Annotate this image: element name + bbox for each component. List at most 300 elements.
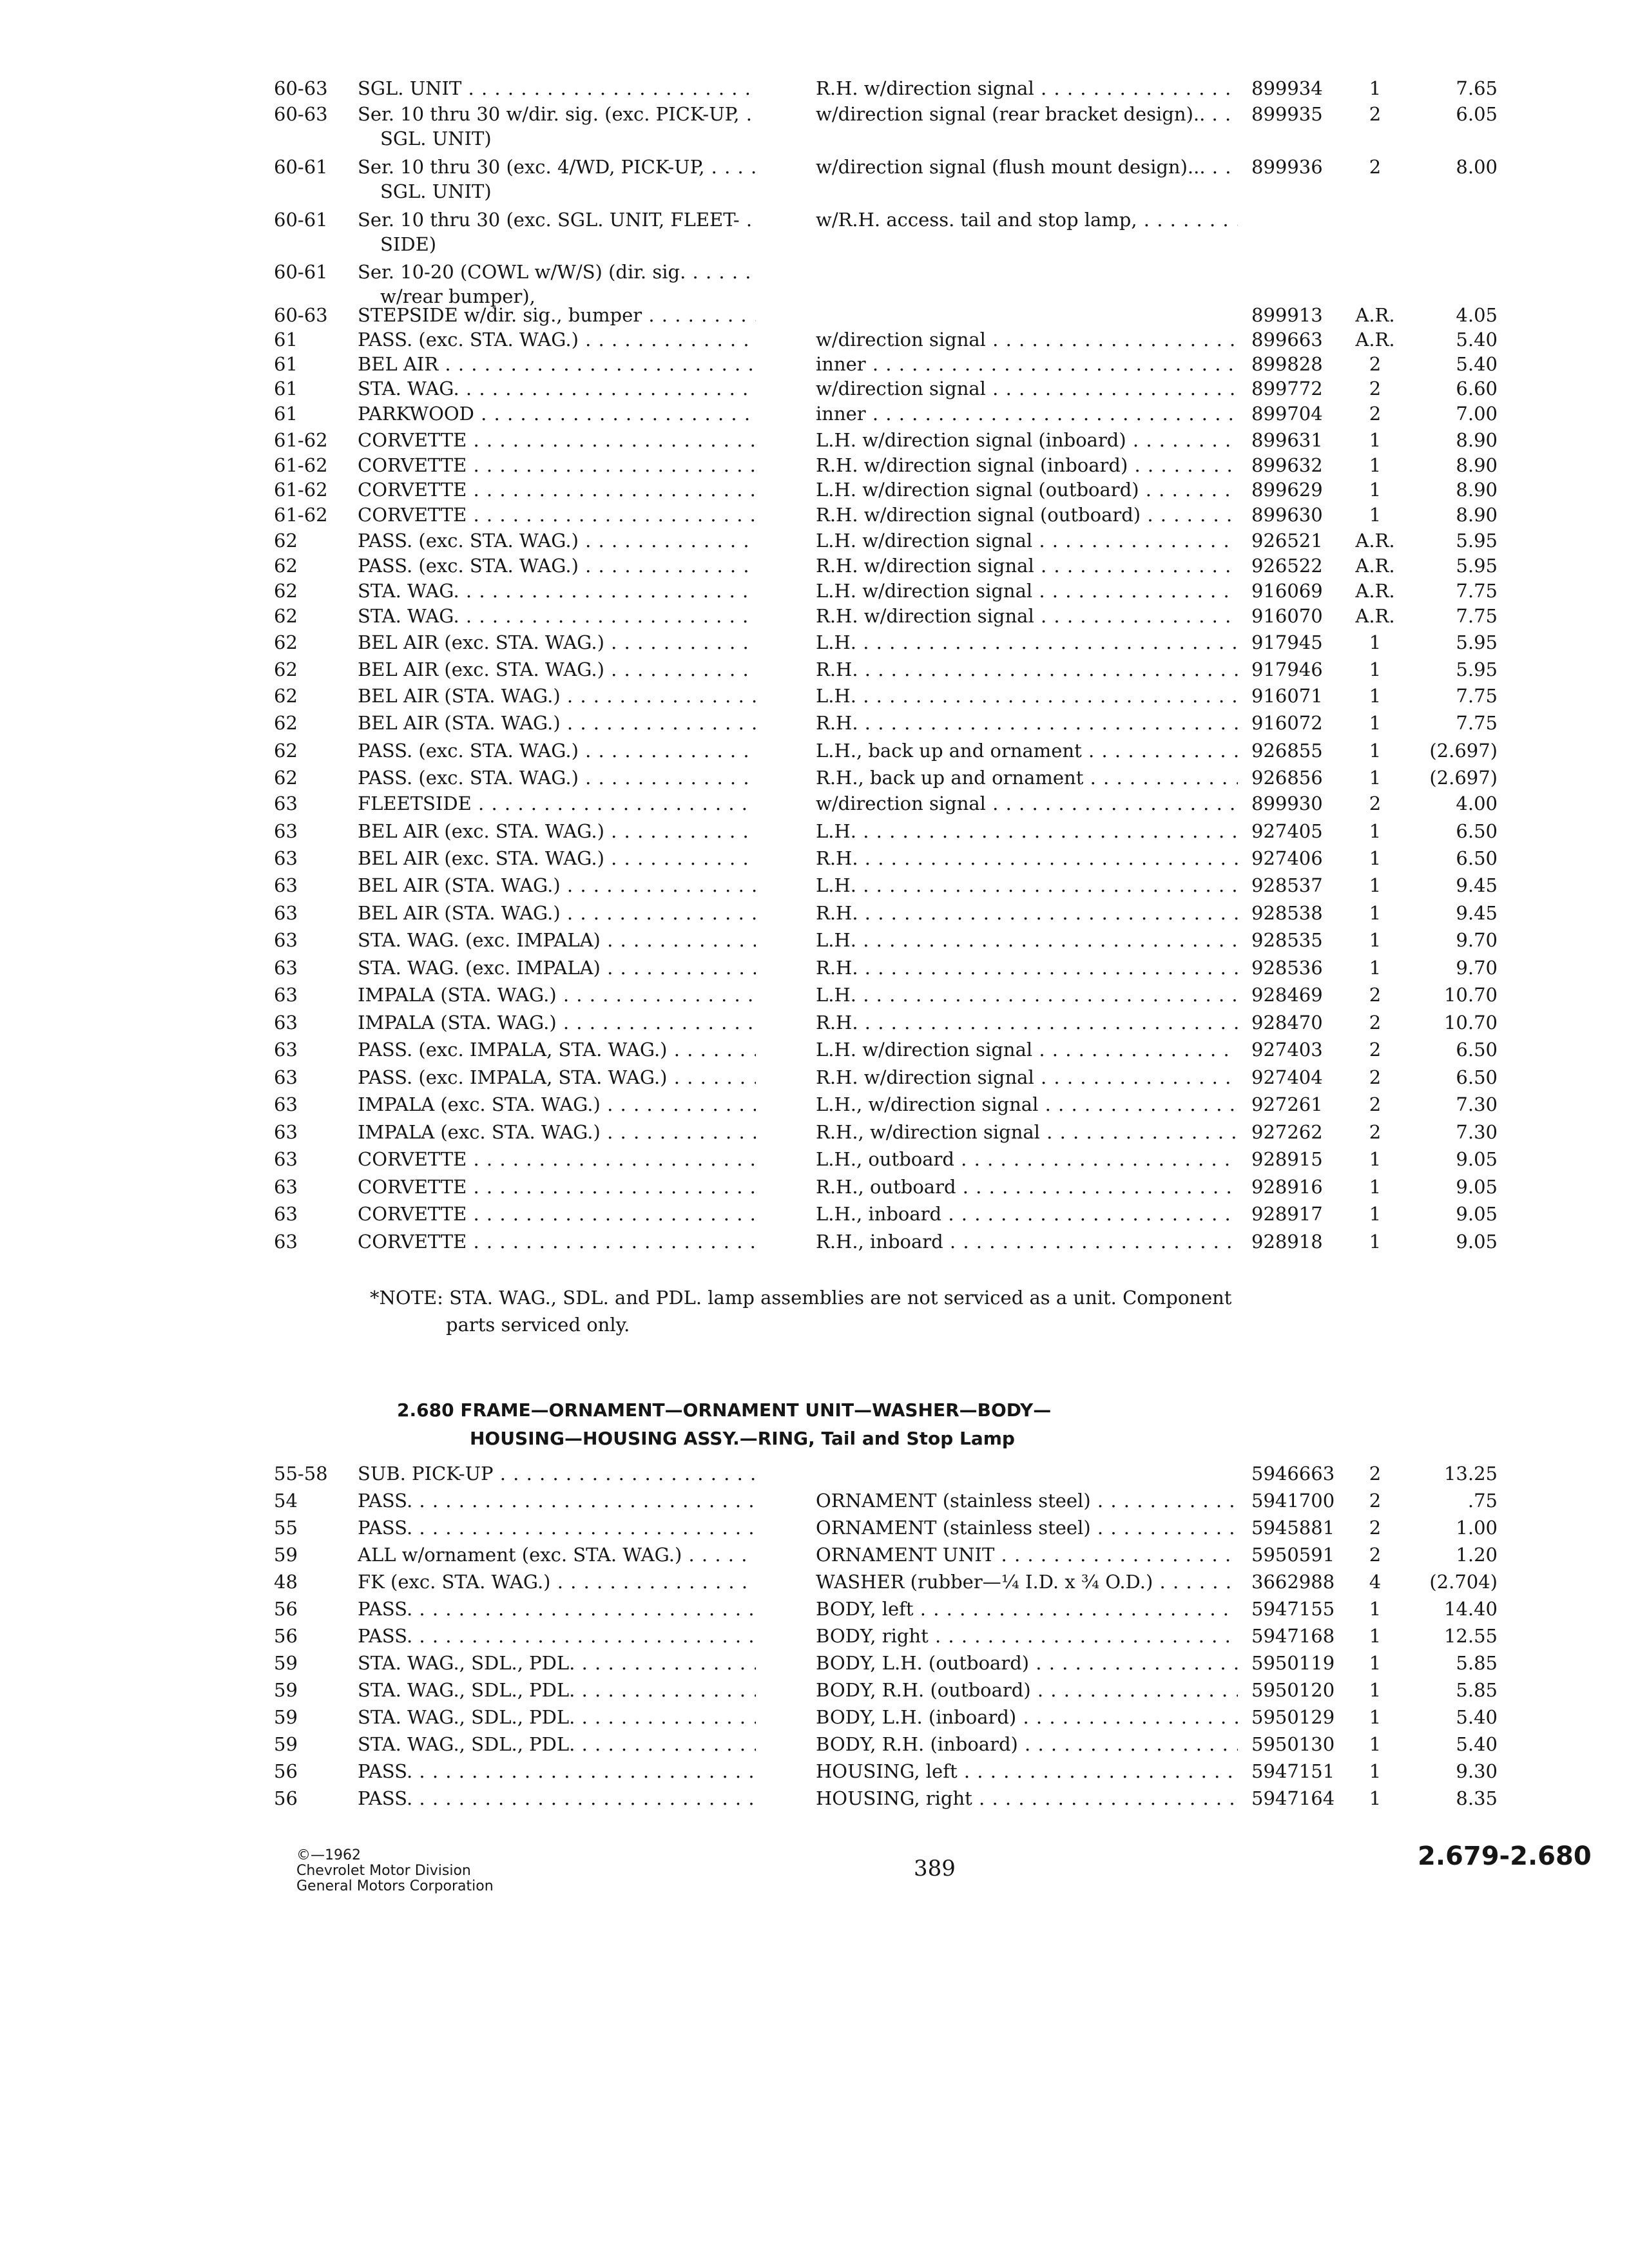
part-specification: R.H. . . . [816,658,1238,680]
model-description: PARKWOOD . . . [358,403,756,425]
model-description: PASS. (exc. STA. WAG.) . . . [358,740,756,762]
model-description: PASS. (exc. STA. WAG.) . . . [358,329,756,351]
parts-row [0,1231,1629,1256]
quantity: 1 [1369,820,1382,842]
model-years: 59 [274,1733,298,1755]
parts-row [0,820,1629,846]
footnote-line: parts serviced only. [446,1314,630,1336]
part-number: 899913 [1251,304,1323,326]
part-number: 899930 [1251,793,1323,814]
model-description: CORVETTE . . . [358,454,756,476]
parts-row [0,631,1629,657]
part-number: 926856 [1251,767,1323,789]
quantity: 1 [1369,429,1382,451]
model-description: STA. WAG., SDL., PDL. . . . [358,1679,756,1701]
list-price: 7.65 [1456,77,1498,99]
parts-row [0,1679,1629,1705]
model-description: PASS. . . . [358,1625,756,1647]
section-reference: 2.679-2.680 [1418,1841,1592,1871]
quantity: 1 [1369,957,1382,979]
model-years: 63 [274,1148,298,1170]
model-description: IMPALA (STA. WAG.) . . . [358,1012,756,1033]
parts-row [0,605,1629,631]
model-years: 62 [274,555,298,577]
parts-row [0,1148,1629,1174]
part-number: 5950119 [1251,1652,1335,1674]
quantity: 2 [1369,1066,1382,1088]
part-specification: L.H. . . . [816,631,1238,653]
part-specification: R.H. . . . [816,712,1238,734]
part-number: 927406 [1251,847,1323,869]
part-number: 928538 [1251,902,1323,924]
list-price: 5.40 [1456,1733,1498,1755]
model-years: 62 [274,580,298,602]
part-number: 928917 [1251,1203,1323,1225]
parts-row [0,767,1629,793]
section-heading-line: 2.680 FRAME—ORNAMENT—ORNAMENT UNIT—WASHER—BODY— [397,1399,1052,1421]
list-price: 5.40 [1456,353,1498,375]
parts-row [0,793,1629,818]
model-description: Ser. 10-20 (COWL w/W/S) (dir. sig. . . . [358,261,756,283]
model-description: PASS. (exc. STA. WAG.) . . . [358,767,756,789]
parts-row [0,1517,1629,1542]
part-specification: ORNAMENT (stainless steel) . . . [816,1517,1238,1539]
model-description: PASS. . . . [358,1760,756,1782]
model-description: ALL w/ornament (exc. STA. WAG.) . . . [358,1544,756,1566]
quantity: A.R. [1355,555,1395,577]
model-years: 61 [274,329,298,351]
part-specification: R.H., outboard . . . [816,1176,1238,1198]
part-specification: R.H. w/direction signal (outboard) . . . [816,504,1238,526]
quantity: 1 [1369,874,1382,896]
part-number: 926521 [1251,530,1323,552]
parts-row [0,1760,1629,1786]
model-years: 56 [274,1625,298,1647]
model-description: STA. WAG. (exc. IMPALA) . . . [358,929,756,951]
part-number: 5946663 [1251,1463,1335,1485]
parts-row [0,429,1629,455]
part-specification: w/direction signal . . . [816,378,1238,399]
model-years: 60-63 [274,103,328,125]
quantity: 2 [1369,378,1382,399]
list-price: .75 [1467,1490,1498,1512]
part-specification: BODY, L.H. (inboard) . . . [816,1706,1238,1728]
model-years: 63 [274,1066,298,1088]
part-number: 927262 [1251,1121,1323,1143]
part-specification: HOUSING, right . . . [816,1787,1238,1809]
quantity: 2 [1369,353,1382,375]
model-description: STA. WAG., SDL., PDL. . . . [358,1733,756,1755]
model-years: 62 [274,530,298,552]
parts-row [0,580,1629,606]
quantity: 1 [1369,1679,1382,1701]
part-specification: L.H. . . . [816,874,1238,896]
part-specification: L.H., back up and ornament . . . [816,740,1238,762]
model-years: 61 [274,403,298,425]
part-specification: R.H. . . . [816,957,1238,979]
part-number: 928537 [1251,874,1323,896]
model-years: 61-62 [274,429,328,451]
part-specification: w/direction signal . . . [816,329,1238,351]
quantity: 1 [1369,902,1382,924]
list-price: 5.85 [1456,1679,1498,1701]
model-description: BEL AIR (STA. WAG.) . . . [358,685,756,707]
part-specification: R.H. w/direction signal . . . [816,77,1238,99]
model-years: 63 [274,820,298,842]
parts-row [0,929,1629,955]
model-description: CORVETTE . . . [358,1148,756,1170]
model-description: BEL AIR (STA. WAG.) . . . [358,874,756,896]
parts-row [0,261,1629,287]
part-specification: BODY, left . . . [816,1598,1238,1620]
list-price: 10.70 [1443,984,1498,1006]
part-number: 5950129 [1251,1706,1335,1728]
parts-row [0,874,1629,900]
quantity: 2 [1369,1012,1382,1033]
quantity: 1 [1369,712,1382,734]
parts-row [0,403,1629,428]
part-number: 917945 [1251,631,1323,653]
quantity: 2 [1369,984,1382,1006]
model-years: 63 [274,902,298,924]
list-price: 9.45 [1456,874,1498,896]
copyright-text: ©—1962 [296,1847,361,1863]
parts-row [0,353,1629,379]
model-years: 62 [274,631,298,653]
parts-row [0,530,1629,555]
model-years: 62 [274,767,298,789]
list-price: 5.95 [1456,631,1498,653]
list-price: 6.05 [1456,103,1498,125]
part-specification: inner . . . [816,353,1238,375]
list-price: 13.25 [1443,1463,1498,1485]
model-description: CORVETTE . . . [358,479,756,501]
model-description: BEL AIR (exc. STA. WAG.) . . . [358,847,756,869]
parts-row [0,479,1629,505]
part-number: 5947164 [1251,1787,1335,1809]
quantity: 2 [1369,1039,1382,1061]
parts-row [0,902,1629,928]
quantity: 1 [1369,1733,1382,1755]
model-years: 63 [274,1203,298,1225]
part-number: 899631 [1251,429,1323,451]
part-number: 899935 [1251,103,1323,125]
list-price: 8.90 [1456,504,1498,526]
part-specification: L.H., outboard . . . [816,1148,1238,1170]
part-number: 927261 [1251,1093,1323,1115]
part-number: 916072 [1251,712,1323,734]
corporation-text: General Motors Corporation [296,1878,494,1894]
model-description: PASS. . . . [358,1787,756,1809]
quantity: 1 [1369,1598,1382,1620]
model-years: 48 [274,1571,298,1593]
model-description: CORVETTE . . . [358,504,756,526]
list-price: 9.30 [1456,1760,1498,1782]
quantity: 1 [1369,658,1382,680]
parts-row [0,1733,1629,1759]
part-number: 926855 [1251,740,1323,762]
parts-row [0,1066,1629,1092]
model-years: 60-61 [274,156,328,178]
list-price: 14.40 [1443,1598,1498,1620]
quantity: 1 [1369,1231,1382,1253]
quantity: 2 [1369,1463,1382,1485]
model-description: STEPSIDE w/dir. sig., bumper . . . [358,304,756,326]
parts-row [0,1093,1629,1119]
model-years: 62 [274,740,298,762]
list-price: (2.704) [1429,1571,1498,1593]
parts-row [0,1625,1629,1651]
model-years: 59 [274,1544,298,1566]
publisher-block [296,1848,494,1894]
part-specification: L.H. w/direction signal . . . [816,580,1238,602]
part-number: 928916 [1251,1176,1323,1198]
list-price: (2.697) [1429,740,1498,762]
quantity: 1 [1369,1706,1382,1728]
parts-row [0,1787,1629,1813]
list-price: 8.00 [1456,156,1498,178]
list-price: 7.30 [1456,1093,1498,1115]
part-number: 5941700 [1251,1490,1335,1512]
model-years: 54 [274,1490,298,1512]
model-years: 63 [274,793,298,814]
list-price: 6.50 [1456,847,1498,869]
part-specification: BODY, L.H. (outboard) . . . [816,1652,1238,1674]
model-years: 55 [274,1517,298,1539]
list-price: 6.50 [1456,1066,1498,1088]
part-specification: R.H. w/direction signal . . . [816,1066,1238,1088]
parts-row [0,329,1629,354]
list-price: 4.05 [1456,304,1498,326]
part-specification: L.H. . . . [816,685,1238,707]
list-price: 7.75 [1456,580,1498,602]
model-years: 55-58 [274,1463,328,1485]
part-number: 899934 [1251,77,1323,99]
model-description: Ser. 10 thru 30 (exc. 4/WD, PICK-UP, . . . [358,156,756,178]
model-description: STA. WAG., SDL., PDL. . . . [358,1706,756,1728]
parts-row [0,1598,1629,1624]
parts-row [0,658,1629,684]
model-description: BEL AIR . . . [358,353,756,375]
part-number: 899704 [1251,403,1323,425]
model-description: STA. WAG. (exc. IMPALA) . . . [358,957,756,979]
part-number: 917946 [1251,658,1323,680]
part-specification: R.H. . . . [816,902,1238,924]
quantity: 1 [1369,1203,1382,1225]
parts-row [0,209,1629,235]
list-price: 9.05 [1456,1148,1498,1170]
part-specification: R.H. w/direction signal . . . [816,605,1238,627]
model-years: 61-62 [274,504,328,526]
model-years: 63 [274,1121,298,1143]
part-specification: L.H. w/direction signal (inboard) . . . [816,429,1238,451]
model-description: IMPALA (exc. STA. WAG.) . . . [358,1093,756,1115]
model-description: STA. WAG., SDL., PDL. . . . [358,1652,756,1674]
quantity: 1 [1369,479,1382,501]
model-description: FK (exc. STA. WAG.) . . . [358,1571,756,1593]
model-years: 63 [274,874,298,896]
parts-row [0,685,1629,711]
part-specification: R.H. w/direction signal (inboard) . . . [816,454,1238,476]
part-specification: R.H. . . . [816,847,1238,869]
parts-row [0,1203,1629,1229]
model-years: 56 [274,1760,298,1782]
part-specification: L.H. w/direction signal (outboard) . . . [816,479,1238,501]
quantity: 1 [1369,77,1382,99]
parts-row [0,103,1629,129]
list-price: 5.40 [1456,329,1498,351]
model-description: Ser. 10 thru 30 w/dir. sig. (exc. PICK-UP, . . . [358,103,756,125]
list-price: 12.55 [1443,1625,1498,1647]
model-description: CORVETTE . . . [358,1231,756,1253]
part-number: 5947155 [1251,1598,1335,1620]
part-specification: L.H. w/direction signal . . . [816,1039,1238,1061]
part-number: 5950591 [1251,1544,1335,1566]
model-description: IMPALA (STA. WAG.) . . . [358,984,756,1006]
model-description: SGL. UNIT . . . [358,77,756,99]
part-number: 899663 [1251,329,1323,351]
model-years: 62 [274,605,298,627]
part-number: 899828 [1251,353,1323,375]
list-price: 7.00 [1456,403,1498,425]
footnote-line: *NOTE: STA. WAG., SDL. and PDL. lamp assemblies are not serviced as a unit. Component [370,1287,1232,1309]
part-number: 928469 [1251,984,1323,1006]
parts-row [0,740,1629,765]
parts-row [0,77,1629,103]
model-years: 56 [274,1787,298,1809]
quantity: 2 [1369,1093,1382,1115]
model-years: 60-61 [274,209,328,231]
quantity: 2 [1369,1121,1382,1143]
part-specification: R.H. w/direction signal . . . [816,555,1238,577]
quantity: 1 [1369,929,1382,951]
part-number: 5950120 [1251,1679,1335,1701]
list-price: 5.95 [1456,658,1498,680]
list-price: 10.70 [1443,1012,1498,1033]
quantity: 1 [1369,504,1382,526]
list-price: 8.35 [1456,1787,1498,1809]
model-description: FLEETSIDE . . . [358,793,756,814]
model-description: PASS. . . . [358,1598,756,1620]
section-heading [397,1396,1428,1453]
model-description: PASS. (exc. IMPALA, STA. WAG.) . . . [358,1039,756,1061]
model-description: BEL AIR (exc. STA. WAG.) . . . [358,820,756,842]
model-years: 62 [274,685,298,707]
part-number: 927405 [1251,820,1323,842]
quantity: 2 [1369,403,1382,425]
part-number: 899630 [1251,504,1323,526]
part-specification: HOUSING, left . . . [816,1760,1238,1782]
part-number: 899936 [1251,156,1323,178]
model-description: PASS. (exc. IMPALA, STA. WAG.) . . . [358,1066,756,1088]
part-number: 927404 [1251,1066,1323,1088]
quantity: 1 [1369,1148,1382,1170]
model-description: IMPALA (exc. STA. WAG.) . . . [358,1121,756,1143]
part-specification: L.H., w/direction signal . . . [816,1093,1238,1115]
list-price: 6.50 [1456,1039,1498,1061]
parts-row [0,1652,1629,1678]
quantity: 2 [1369,156,1382,178]
quantity: 1 [1369,631,1382,653]
list-price: 7.75 [1456,685,1498,707]
quantity: 1 [1369,1760,1382,1782]
part-number: 927403 [1251,1039,1323,1061]
parts-row [0,1490,1629,1515]
model-description: PASS. . . . [358,1490,756,1512]
parts-row [0,156,1629,182]
parts-row [0,1012,1629,1037]
list-price: 8.90 [1456,454,1498,476]
parts-row [0,847,1629,873]
parts-row [0,1571,1629,1597]
model-years: 63 [274,929,298,951]
model-description: CORVETTE . . . [358,429,756,451]
model-description: BEL AIR (exc. STA. WAG.) . . . [358,658,756,680]
part-specification: L.H. . . . [816,820,1238,842]
part-number: 899629 [1251,479,1323,501]
part-number: 928535 [1251,929,1323,951]
list-price: 1.00 [1456,1517,1498,1539]
part-number: 3662988 [1251,1571,1335,1593]
quantity: 1 [1369,767,1382,789]
model-description-continued: SGL. UNIT) [380,180,492,202]
quantity: A.R. [1355,304,1395,326]
model-years: 61 [274,378,298,399]
model-description: STA. WAG. . . . [358,605,756,627]
model-years: 59 [274,1706,298,1728]
quantity: 1 [1369,1787,1382,1809]
list-price: 9.05 [1456,1176,1498,1198]
model-years: 63 [274,1231,298,1253]
model-years: 60-61 [274,261,328,283]
list-price: 5.85 [1456,1652,1498,1674]
model-description: SUB. PICK-UP . . . [358,1463,756,1485]
model-years: 63 [274,1093,298,1115]
list-price: 5.95 [1456,555,1498,577]
quantity: A.R. [1355,580,1395,602]
model-description: BEL AIR (STA. WAG.) . . . [358,902,756,924]
part-number: 899772 [1251,378,1323,399]
part-number: 928918 [1251,1231,1323,1253]
list-price: 9.70 [1456,957,1498,979]
model-description-continued: SIDE) [380,233,437,255]
part-number: 899632 [1251,454,1323,476]
list-price: 6.60 [1456,378,1498,399]
list-price: 4.00 [1456,793,1498,814]
model-description: PASS. (exc. STA. WAG.) . . . [358,530,756,552]
model-description-continued: SGL. UNIT) [380,128,492,149]
list-price: 5.40 [1456,1706,1498,1728]
part-number: 928915 [1251,1148,1323,1170]
model-years: 56 [274,1598,298,1620]
list-price: 1.20 [1456,1544,1498,1566]
model-years: 61 [274,353,298,375]
part-number: 916070 [1251,605,1323,627]
quantity: 1 [1369,1176,1382,1198]
parts-row [0,378,1629,403]
model-years: 60-63 [274,77,328,99]
parts-row [0,957,1629,983]
quantity: 1 [1369,847,1382,869]
model-years: 62 [274,658,298,680]
quantity: 2 [1369,1544,1382,1566]
part-specification: R.H., back up and ornament . . . [816,767,1238,789]
quantity: A.R. [1355,530,1395,552]
model-years: 63 [274,957,298,979]
model-description: CORVETTE . . . [358,1176,756,1198]
section-heading-line: HOUSING—HOUSING ASSY.—RING, Tail and Stop Lamp [470,1428,1015,1449]
part-specification: L.H. . . . [816,929,1238,951]
